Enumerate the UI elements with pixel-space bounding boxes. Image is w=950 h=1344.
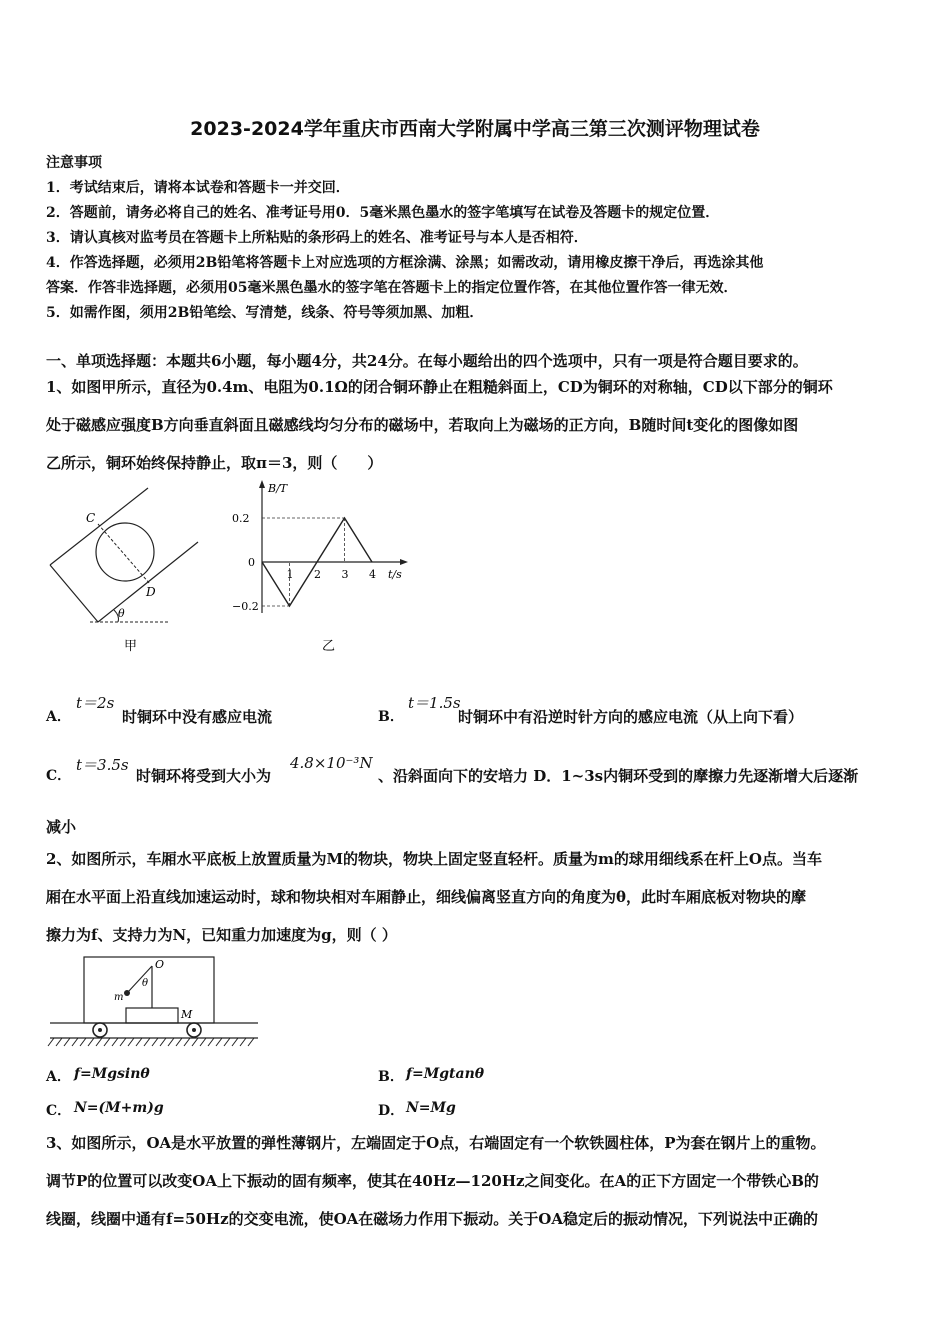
q1-option-c-cont: 减小	[46, 818, 77, 836]
x-axis-label: t/s	[388, 568, 402, 581]
q2-option-d-text: N=Mg	[406, 1100, 456, 1116]
caption-jia: 甲	[124, 639, 138, 654]
q1-line: 处于磁感应强度B方向垂直斜面且磁感线均匀分布的磁场中，若取向上为磁场的正方向，B随时间t变化的图像如图	[46, 416, 799, 434]
cart-body	[84, 957, 214, 1023]
q3-line: 线圈，线圈中通有f=50Hz的交变电流，使OA在磁场力作用下振动。关于OA稳定后的振动情况，下列说法中正确的	[46, 1210, 818, 1228]
section-heading: 一、单项选择题：本题共6小题，每小题4分，共24分。在每小题给出的四个选项中，只有一项是符合题目要求的。	[46, 352, 808, 370]
string	[128, 966, 152, 992]
q2-option-c-label: C．	[46, 1103, 72, 1119]
q1-option-c-text: 时铜环将受到大小为	[136, 767, 272, 785]
figure-cart	[44, 952, 266, 1052]
q1-line: 1、如图甲所示，直径为0.4m、电阻为0.1Ω的闭合铜环静止在粗糙斜面上，CD为铜环的对称轴，CD以下部分的铜环	[46, 378, 833, 396]
label-theta: θ	[142, 978, 149, 989]
label-m: m	[114, 992, 124, 1003]
figure-yi-chart	[224, 478, 414, 658]
q3-line: 3、如图所示，OA是水平放置的弹性薄钢片，左端固定于O点，右端固定有一个软铁圆柱体，P为套在钢片上的重物。	[46, 1134, 826, 1152]
y-tick-label: 0.2	[232, 512, 250, 525]
figure-jia	[40, 480, 220, 660]
q1-option-a-formula: t＝2s	[76, 694, 115, 712]
q2-option-b-label: B．	[378, 1069, 404, 1085]
notice-item: 1．考试结束后，请将本试卷和答题卡一并交回．	[46, 180, 350, 196]
x-tick-label: 2	[314, 568, 321, 581]
x-tick-label: 4	[369, 568, 376, 581]
q2-line: 2、如图所示，车厢水平底板上放置质量为M的物块，物块上固定竖直轻杆。质量为m的球用细线系在杆上O点。当车	[46, 850, 822, 868]
y-axis-label: B/T	[268, 482, 288, 495]
notice-item: 2．答题前，请务必将自己的姓名、准考证号用0．5毫米黑色墨水的签字笔填写在试卷及答题卡的规定位置．	[46, 205, 720, 221]
q1-option-b-text: 时铜环中有沿逆时针方向的感应电流（从上向下看）	[458, 708, 804, 726]
q2-option-a-label: A．	[46, 1069, 71, 1085]
notice-item: 3．请认真核对监考员在答题卡上所粘贴的条形码上的姓名、准考证号与本人是否相符．	[46, 230, 588, 246]
q1-option-b-formula: t＝1.5s	[408, 694, 461, 712]
q1-option-c-label: C．	[46, 768, 72, 784]
block-M	[126, 1008, 178, 1023]
y-tick-label: −0.2	[232, 600, 259, 613]
ground-hatch	[48, 1038, 254, 1046]
q1-option-c-formula2: 4.8×10⁻³N	[290, 754, 373, 772]
label-M: M	[181, 1008, 193, 1021]
q2-option-b-text: f=Mgtanθ	[406, 1066, 485, 1082]
label-theta: θ	[118, 607, 125, 620]
q1-option-b-label: B．	[378, 709, 404, 725]
label-d: D	[146, 585, 156, 599]
q2-option-c-text: N=(M+m)g	[74, 1100, 164, 1116]
label-c: C	[86, 511, 96, 525]
caption-yi: 乙	[322, 639, 336, 654]
q2-line: 擦力为f、支持力为N，已知重力加速度为g，则（ ）	[46, 926, 397, 944]
notice-heading: 注意事项	[46, 155, 102, 171]
q2-option-d-label: D．	[378, 1103, 405, 1119]
x-tick-label: 1	[286, 568, 294, 581]
q2-line: 厢在水平面上沿直线加速运动时，球和物块相对车厢静止，细线偏离竖直方向的角度为θ，此时车厢底板对物块的摩	[46, 888, 807, 906]
q3-line: 调节P的位置可以改变OA上下振动的固有频率，使其在40Hz—120Hz之间变化。在A的正下方固定一个带铁心B的	[46, 1172, 819, 1190]
notice-item: 答案．作答非选择题，必须用05毫米黑色墨水的签字笔在答题卡上的指定位置作答，在其他位置作答一律无效．	[46, 280, 738, 296]
q1-option-c-formula: t＝3.5s	[76, 756, 129, 774]
y-tick-label: 0	[248, 556, 255, 569]
q1-line: 乙所示，铜环始终保持静止，取π＝3，则（ ）	[46, 454, 383, 472]
q1-option-a-text: 时铜环中没有感应电流	[122, 708, 273, 726]
ball-m	[124, 990, 130, 996]
notice-item: 5．如需作图，须用2B铅笔绘、写清楚，线条、符号等须加黑、加粗．	[46, 305, 484, 321]
q2-option-a-text: f=Mgsinθ	[74, 1066, 150, 1082]
notice-item: 4．作答选择题，必须用2B铅笔将答题卡上对应选项的方框涂满、涂黑；如需改动，请用橡皮擦干净后，再选涂其他	[46, 255, 764, 271]
x-axis-arrow	[400, 559, 408, 565]
x-tick-label: 3	[341, 568, 349, 581]
page-title: 2023-2024学年重庆市西南大学附属中学高三第三次测评物理试卷	[190, 118, 760, 140]
y-axis-arrow	[259, 480, 265, 488]
q1-option-c-text2: 、沿斜面向下的安培力 D．1~3s内铜环受到的摩擦力先逐渐增大后逐渐	[378, 767, 859, 785]
q1-option-a-label: A．	[46, 709, 71, 725]
label-o: O	[155, 958, 165, 971]
